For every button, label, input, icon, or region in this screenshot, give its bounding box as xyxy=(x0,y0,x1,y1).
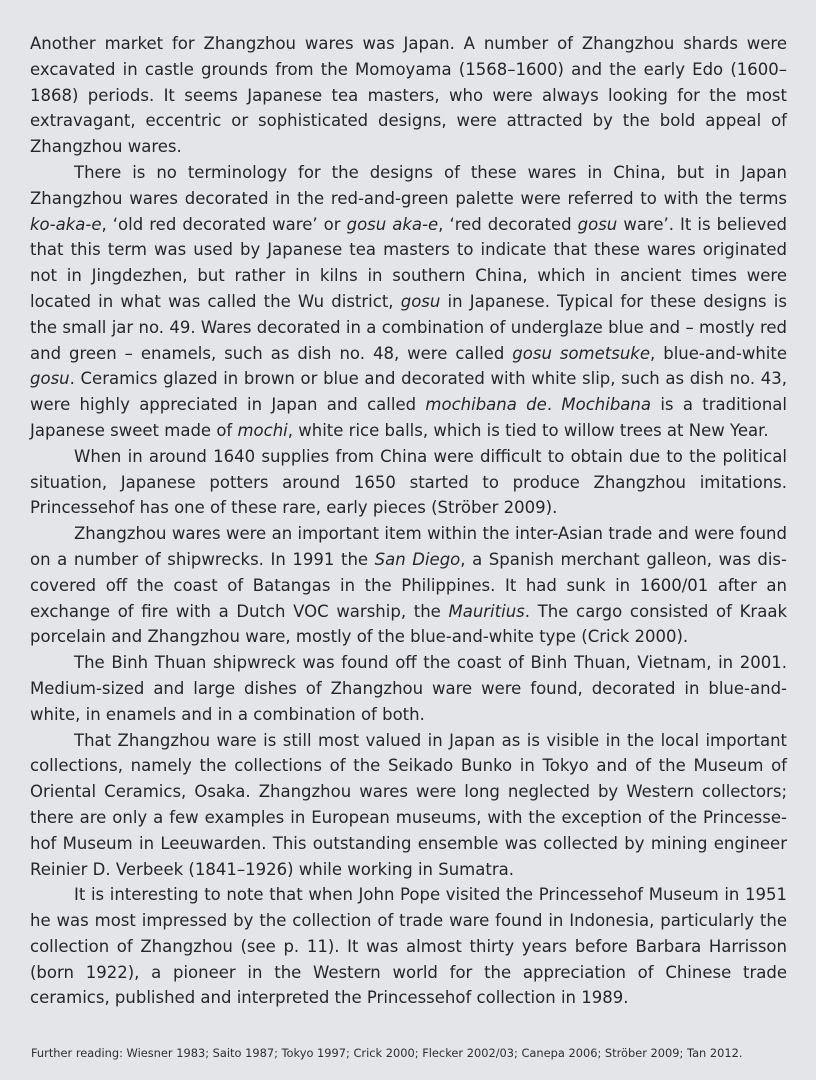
paragraph-2 xyxy=(30,160,787,444)
italic-term: ko-aka-e xyxy=(30,214,102,234)
text-run: There is no terminology for the designs of these wares in China, but in Japan Zhangzhou wares decorated in the red-and-green palette were referred to with the terms xyxy=(30,162,787,208)
italic-term: mochibana de xyxy=(425,395,547,415)
text-run: ware’. It is believed that this term was used by Japanese tea masters to indicate that these wares originated not in Jingdezhen, but rather in kilns in southern China, which in ancient times were located in what was called the Wu district, xyxy=(30,214,787,311)
italic-term: gosu xyxy=(400,291,441,311)
paragraph-4 xyxy=(30,521,787,650)
italic-term: Mochibana xyxy=(561,395,651,415)
text-run: The Binh Thuan shipwreck was found off the coast of Binh Thuan, Vietnam, in 2001. Medium-sized and large dishes of Zhangzhou ware were found, decorated in blue-and-white, in enamels and in a combination of both. xyxy=(30,653,787,724)
text-run: , ‘old red decorated ware’ or xyxy=(101,214,347,234)
text-run: , white rice balls, which is tied to willow trees at New Year. xyxy=(287,420,769,440)
text-run: , blue-and-white xyxy=(650,343,787,363)
text-run: is a traditional Japanese sweet made of xyxy=(30,395,788,440)
text-run: in Japanese. Typical for these designs is the small jar no. 49. Wares decorated in a combination of underglaze blue and – mostly red and green – enamels, such as dish no. 48, were called xyxy=(30,291,787,363)
paragraph-7 xyxy=(30,882,787,1011)
text-run: , a Spanish merchant galleon, was discovered off the coast of Batangas in the Philippines. It had sunk in 1600/01 after an exchange of fire with a Dutch VOC warship, the xyxy=(30,549,788,621)
text-run: When in around 1640 supplies from China were difficult to obtain due to the political situation, Japanese potters around 1650 started to produce Zhangzhou imitations. Princessehof has one of these rare, early pieces (Ströber 2009). xyxy=(30,446,787,518)
italic-term: mochi xyxy=(237,420,288,440)
text-run: , ‘red decorated xyxy=(438,214,578,234)
further-reading-note: Further reading: Wiesner 1983; Saito 1987; Tokyo 1997; Crick 2000; Flecker 2002/03; Canepa 2006; Ströber 2009; Tan 2012. xyxy=(31,1046,743,1060)
italic-term: Mauritius xyxy=(448,601,525,621)
text-run: It is interesting to note that when John Pope visited the Princessehof Museum in 1951 he was most impressed by the collection of trade ware found in Indonesia, particularly the collection of Zhangzhou (see p. 11). It was almost thirty years before Barbara Harrisson (born 1922), a pioneer in the Western world for the appreciation of Chinese trade ceramics, published and interpreted the Princessehof collection in 1989. xyxy=(30,885,787,1008)
italic-term: gosu xyxy=(30,369,70,389)
paragraph-5 xyxy=(30,650,787,727)
paragraph-3 xyxy=(30,444,787,521)
body-text xyxy=(30,31,787,1011)
text-run: That Zhangzhou ware is still most valued in Japan as is visible in the local important collections, namely the collections of the Seikado Bunko in Tokyo and of the Museum of Oriental Ceramics, Osaka. Zhangzhou wares were long neglected by Western collectors; there are only a few examples in European museums, with the exception of the Princessehof Museum in Leeuwarden. This outstanding ensemble was collected by mining engineer Reinier D. Verbeek (1841–1926) while working in Sumatra. xyxy=(30,730,787,879)
paragraph-1 xyxy=(30,31,787,160)
italic-term: gosu aka-e xyxy=(346,214,439,234)
text-run: Zhangzhou wares were an important item within the inter-Asian trade and were found on a number of shipwrecks. In 1991 the xyxy=(30,524,787,569)
text-run: Another market for Zhangzhou wares was Japan. A number of Zhangzhou shards were excavated in castle grounds from the Momoyama (1568–1600) and the early Edo (1600–1868) periods. It seems Japanese tea masters, who were always looking for the most extravagant, eccentric or sophisticated designs, were attracted by the bold appeal of Zhangzhou wares. xyxy=(30,34,787,157)
text-run: . The cargo consisted of Kraak porcelain and Zhangzhou ware, mostly of the blue-and-white type (Crick 2000). xyxy=(30,601,787,647)
text-run: . xyxy=(546,395,562,415)
paragraph-6 xyxy=(30,728,787,883)
text-run: . Ceramics glazed in brown or blue and decorated with white slip, such as dish no. 43, were highly appreciated in Japan and called xyxy=(30,369,787,415)
italic-term: San Diego xyxy=(374,549,461,569)
italic-term: gosu xyxy=(577,214,618,234)
italic-term: gosu sometsuke xyxy=(512,343,651,363)
